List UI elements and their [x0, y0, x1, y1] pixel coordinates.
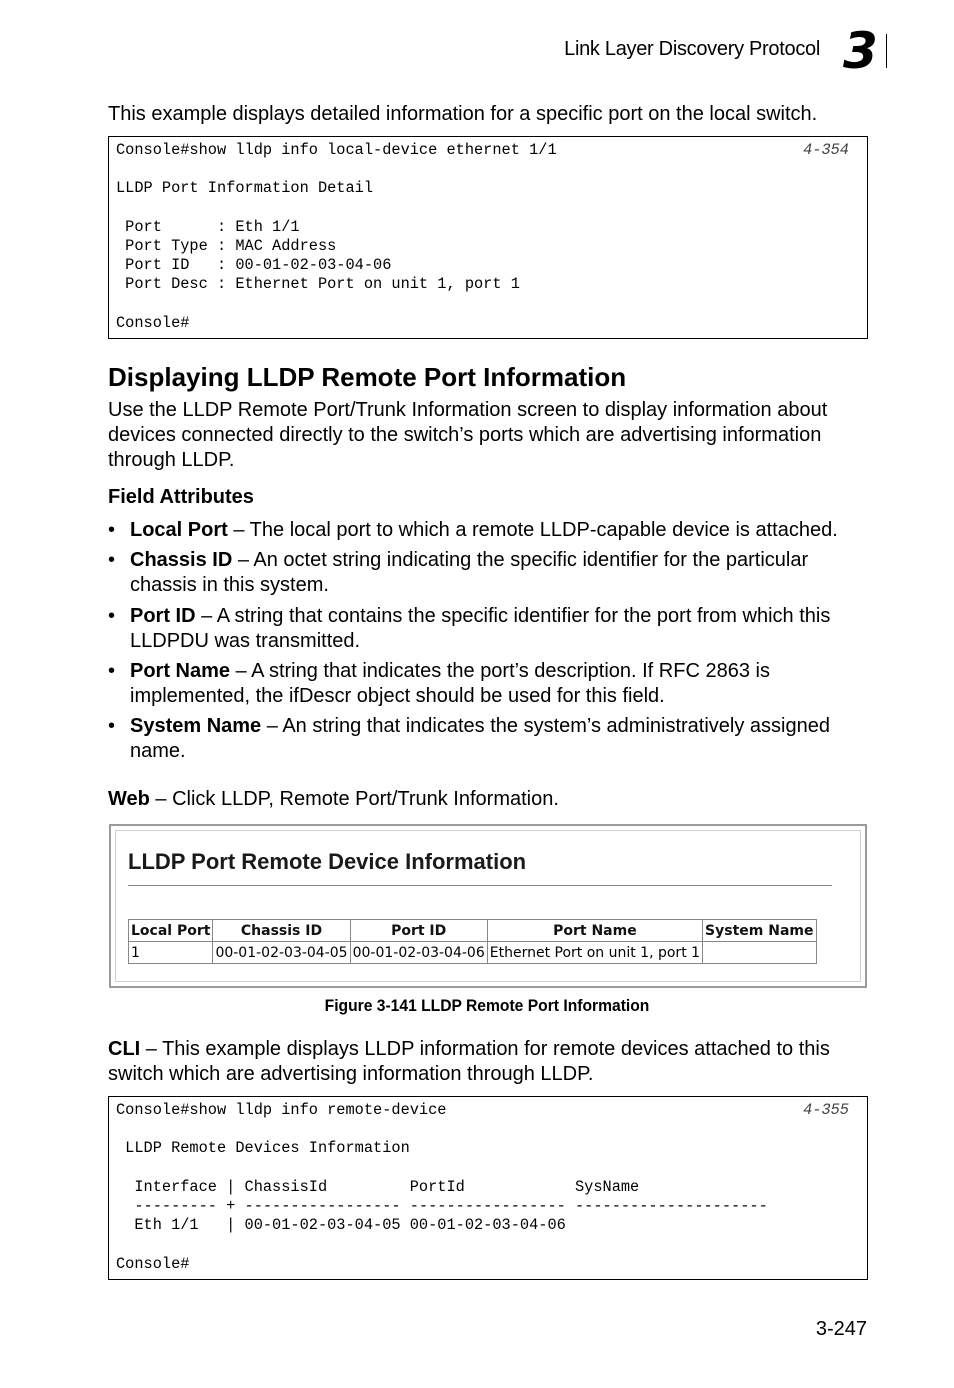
- command-reference: 4-355: [803, 1101, 849, 1119]
- field-desc: – A string that indicates the port’s description. If RFC 2863 is implemented, the ifDescr object should be used for this field.: [130, 660, 770, 707]
- intro-paragraph: This example displays detailed information for a specific port on the local switch.: [108, 103, 818, 125]
- field-term: System Name: [130, 715, 262, 737]
- chapter-divider: [886, 34, 887, 68]
- code-block-local-device: [108, 136, 868, 339]
- section-description: Use the LLDP Remote Port/Trunk Information screen to display information about devices connected directly to the switch’s ports which are advertising information through LLDP.: [108, 399, 828, 471]
- remote-device-table: [128, 919, 817, 964]
- cell-local-port: 1: [129, 942, 213, 964]
- cell-port-name: Ethernet Port on unit 1, port 1: [487, 942, 702, 964]
- cli-label: CLI: [108, 1038, 141, 1060]
- field-attributes-heading: Field Attributes: [108, 486, 254, 508]
- web-label: Web: [108, 788, 150, 810]
- figure-caption: Figure 3-141 LLDP Remote Port Information: [324, 996, 650, 1015]
- chapter-number: 3: [843, 22, 878, 80]
- cell-port-id: 00-01-02-03-04-06: [350, 942, 487, 964]
- field-desc: – An string that indicates the system’s administratively assigned name.: [130, 715, 830, 762]
- page-number: 3-247: [815, 1318, 867, 1340]
- web-screenshot-figure: [109, 824, 867, 988]
- column-header-local-port: Local Port: [129, 920, 213, 942]
- cli-text: – This example displays LLDP information for remote devices attached to this switch which are advertising information through LLDP.: [108, 1038, 830, 1085]
- table-header-row: [129, 920, 817, 942]
- web-page-title: LLDP Port Remote Device Information: [128, 849, 527, 874]
- column-header-system-name: System Name: [703, 920, 816, 942]
- code-text: Console#show lldp info remote-device LLDP Remote Devices Information Interface | ChassisId PortId SysName --------- + ----------------- ----------------- --------------------- Eth 1/1 | 00-01-02-03-04-05 00-01-02-03-04-06 Console#: [116, 1101, 768, 1273]
- table-row: [129, 942, 817, 964]
- code-block-remote-device: [108, 1096, 868, 1280]
- field-desc: – A string that contains the specific identifier for the port from which this LLDPDU was transmitted.: [130, 605, 831, 652]
- column-header-chassis-id: Chassis ID: [213, 920, 350, 942]
- title-divider: [128, 885, 832, 886]
- field-term: Local Port: [130, 519, 228, 541]
- running-header-title: Link Layer Discovery Protocol: [564, 38, 820, 60]
- column-header-port-name: Port Name: [487, 920, 702, 942]
- web-text: – Click LLDP, Remote Port/Trunk Information.: [149, 788, 559, 810]
- command-reference: 4-354: [803, 141, 849, 159]
- field-term: Port Name: [130, 660, 231, 682]
- cell-chassis-id: 00-01-02-03-04-05: [213, 942, 350, 964]
- field-term: Chassis ID: [130, 549, 233, 571]
- code-text: Console#show lldp info local-device ethernet 1/1 LLDP Port Information Detail Port : Eth 1/1 Port Type : MAC Address Port ID : 00-01-02-03-04-06 Port Desc : Ethernet Port on unit 1, port 1 Console#: [116, 141, 557, 332]
- cell-system-name: [703, 942, 816, 964]
- section-title: Displaying LLDP Remote Port Information: [108, 362, 627, 392]
- field-desc: – An octet string indicating the specific identifier for the particular chassis in this system.: [130, 549, 809, 596]
- column-header-port-id: Port ID: [350, 920, 487, 942]
- cli-instruction: [108, 1037, 868, 1087]
- field-term: Port ID: [130, 605, 196, 627]
- field-desc: – The local port to which a remote LLDP-capable device is attached.: [227, 519, 838, 541]
- web-instruction: [108, 787, 868, 812]
